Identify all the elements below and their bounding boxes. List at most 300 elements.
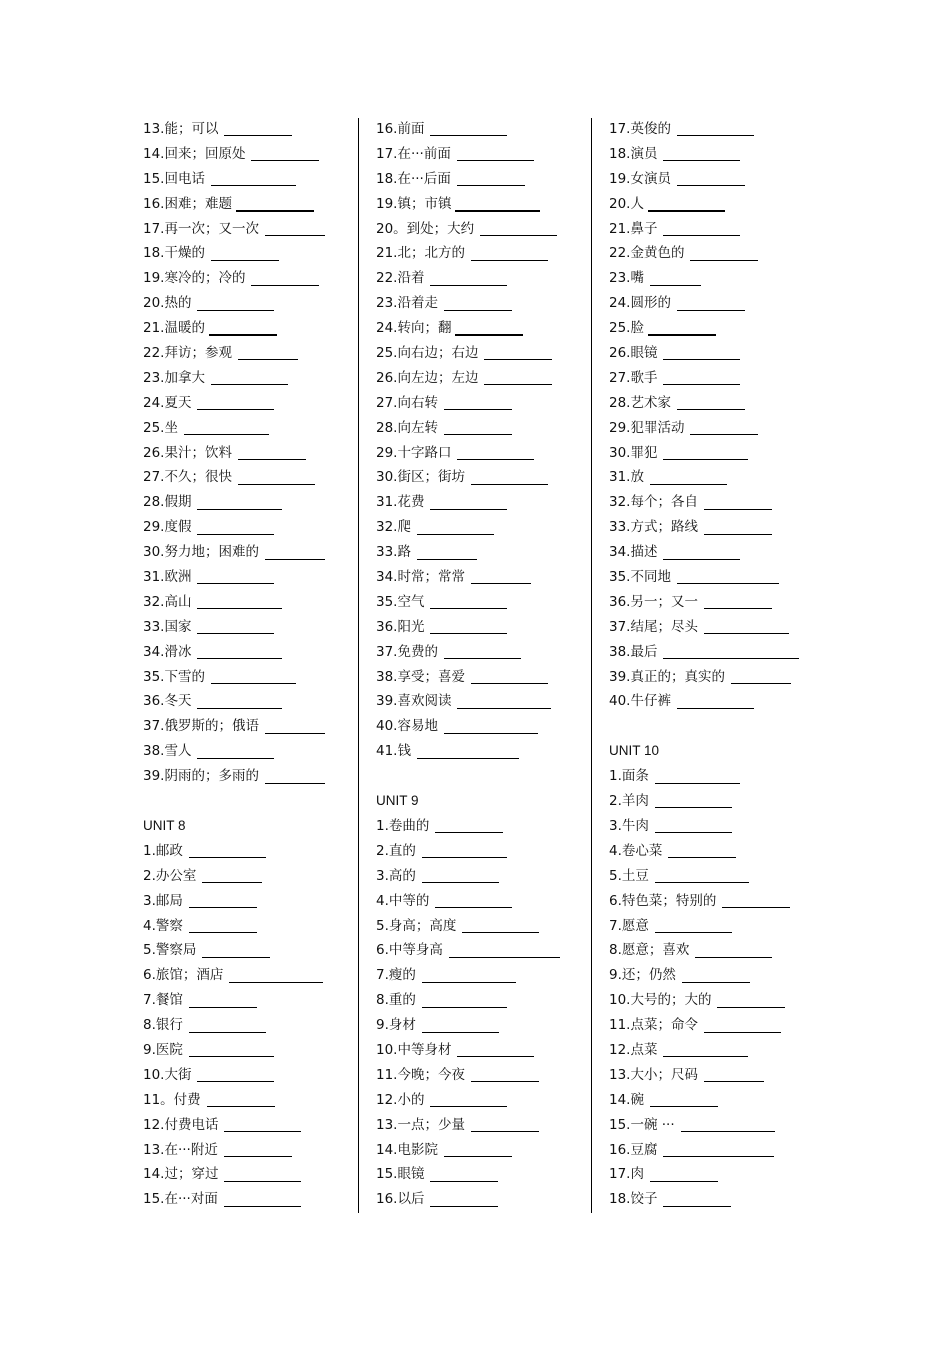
vocab-entry [609, 192, 829, 217]
answer-blank[interactable] [422, 994, 507, 1008]
vocab-entry [609, 814, 829, 839]
vocab-prompt: 19.女演员 [609, 170, 671, 187]
answer-blank[interactable] [422, 869, 499, 883]
vocab-entry [376, 590, 596, 615]
vocab-entry [376, 714, 596, 739]
vocab-prompt: 8.愿意；喜欢 [609, 942, 690, 959]
vocab-prompt: 5.身高；高度 [376, 917, 457, 934]
vocab-prompt: 23.沿着走 [376, 295, 438, 312]
answer-blank[interactable] [668, 844, 736, 858]
answer-blank[interactable] [457, 172, 525, 186]
answer-blank[interactable] [209, 321, 277, 336]
answer-blank[interactable] [184, 421, 269, 435]
answer-blank[interactable] [648, 321, 716, 336]
answer-blank[interactable] [238, 446, 306, 460]
answer-blank[interactable] [717, 994, 785, 1008]
vocab-prompt: 11.点菜；命令 [609, 1017, 698, 1034]
answer-blank[interactable] [655, 794, 732, 808]
vocab-entry [609, 341, 829, 366]
answer-blank[interactable] [224, 1168, 301, 1182]
vocab-prompt: 25.向右边；右边 [376, 345, 479, 362]
vocab-entry [609, 1138, 829, 1163]
answer-blank[interactable] [430, 496, 507, 510]
answer-blank[interactable] [704, 521, 772, 535]
vocab-entry [376, 889, 596, 914]
answer-blank[interactable] [189, 994, 257, 1008]
vocab-prompt: 33.路 [376, 544, 411, 561]
vocab-prompt: 31.花费 [376, 494, 425, 511]
answer-blank[interactable] [663, 1043, 748, 1057]
answer-blank[interactable] [197, 297, 274, 311]
answer-blank[interactable] [430, 1193, 498, 1207]
answer-blank[interactable] [663, 147, 740, 161]
vocab-prompt: 19.寒冷的；冷的 [143, 270, 246, 287]
vocab-entry [609, 416, 829, 441]
vocab-prompt: 21.鼻子 [609, 220, 658, 237]
vocab-prompt: 2.羊肉 [609, 793, 649, 810]
vocab-entry [376, 241, 596, 266]
answer-blank[interactable] [449, 944, 560, 958]
answer-blank[interactable] [238, 471, 315, 485]
vocab-prompt: 3.高的 [376, 867, 416, 884]
vocab-prompt: 29.犯罪活动 [609, 419, 685, 436]
vocab-prompt: 15.回电话 [143, 170, 205, 187]
answer-blank[interactable] [457, 695, 551, 709]
answer-blank[interactable] [189, 894, 257, 908]
vocab-entry [609, 1063, 829, 1088]
answer-blank[interactable] [650, 471, 727, 485]
answer-blank[interactable] [650, 1093, 718, 1107]
vocab-entry [376, 1038, 596, 1063]
vocab-prompt: 14.回来；回原处 [143, 145, 246, 162]
vocab-entry [376, 1063, 596, 1088]
vocab-entry [376, 739, 596, 764]
answer-blank[interactable] [663, 346, 740, 360]
vocab-entry [609, 266, 829, 291]
vocab-entry [609, 764, 829, 789]
vocab-prompt: 35.下雪的 [143, 668, 205, 685]
vocab-prompt: 4.警察 [143, 917, 183, 934]
vocab-entry [376, 914, 596, 939]
vocab-prompt: 14.过；穿过 [143, 1166, 219, 1183]
answer-blank[interactable] [444, 645, 521, 659]
vocab-prompt: 39.喜欢阅读 [376, 693, 452, 710]
vocab-entry [376, 465, 596, 490]
vocab-prompt: 6.特色菜；特别的 [609, 892, 717, 909]
column-divider [591, 118, 592, 1213]
vocab-prompt: 6.中等身高 [376, 942, 443, 959]
answer-blank[interactable] [455, 321, 523, 336]
answer-blank[interactable] [655, 919, 732, 933]
vocab-prompt: 22.沿着 [376, 270, 425, 287]
vocab-entry [376, 316, 596, 341]
vocab-entry [376, 192, 596, 217]
vocab-prompt: 10.中等身材 [376, 1041, 452, 1058]
vocab-prompt: 10.大街 [143, 1066, 192, 1083]
answer-blank[interactable] [211, 670, 296, 684]
answer-blank[interactable] [197, 695, 282, 709]
vocab-entry [143, 914, 363, 939]
vocab-prompt: 17.肉 [609, 1166, 644, 1183]
vocab-prompt: 13.能；可以 [143, 121, 219, 137]
answer-blank[interactable] [430, 272, 507, 286]
vocab-prompt: 1.邮政 [143, 842, 183, 859]
answer-blank[interactable] [444, 1143, 512, 1157]
vocab-entry [609, 1162, 829, 1187]
vocab-entry [376, 963, 596, 988]
vocab-entry [609, 1088, 829, 1113]
vocab-prompt: 14.碗 [609, 1091, 644, 1108]
answer-blank[interactable] [457, 1043, 534, 1057]
vocab-entry [143, 316, 363, 341]
answer-blank[interactable] [207, 1093, 275, 1107]
vocab-entry [143, 1063, 363, 1088]
vocab-entry [609, 640, 829, 665]
vocab-entry [376, 441, 596, 466]
vocab-entry [376, 839, 596, 864]
answer-blank[interactable] [224, 1118, 301, 1132]
vocab-entry [609, 789, 829, 814]
answer-blank[interactable] [224, 1143, 292, 1157]
vocab-prompt: 21.温暖的 [143, 320, 205, 337]
vocab-entry [609, 441, 829, 466]
vocab-prompt: 15.在···对面 [143, 1191, 218, 1208]
answer-blank[interactable] [422, 844, 507, 858]
vocab-prompt: 26.向左边；左边 [376, 369, 479, 386]
answer-blank[interactable] [722, 894, 790, 908]
answer-blank[interactable] [677, 695, 754, 709]
answer-blank[interactable] [677, 297, 745, 311]
answer-blank[interactable] [682, 969, 750, 983]
answer-blank[interactable] [430, 1093, 507, 1107]
vocab-prompt: 18.饺子 [609, 1191, 658, 1208]
vocab-entry [376, 1187, 596, 1212]
answer-blank[interactable] [251, 272, 319, 286]
answer-blank[interactable] [417, 521, 494, 535]
answer-blank[interactable] [430, 1168, 498, 1182]
vocab-entry [143, 739, 363, 764]
answer-blank[interactable] [202, 944, 270, 958]
answer-blank[interactable] [265, 222, 325, 236]
vocab-entry [609, 490, 829, 515]
column-1 [143, 117, 363, 1212]
vocab-entry [143, 515, 363, 540]
answer-blank[interactable] [197, 1068, 274, 1082]
vocab-entry [609, 615, 829, 640]
vocab-prompt: 39.真正的；真实的 [609, 668, 725, 685]
answer-blank[interactable] [704, 496, 772, 510]
vocab-prompt: 16.以后 [376, 1191, 425, 1208]
vocab-entry [143, 938, 363, 963]
vocab-prompt: 8.银行 [143, 1017, 183, 1034]
vocab-prompt: 11。付费 [143, 1091, 201, 1108]
vocab-prompt: 24.夏天 [143, 394, 192, 411]
answer-blank[interactable] [663, 1143, 774, 1157]
answer-blank[interactable] [663, 222, 740, 236]
vocab-entry [376, 1088, 596, 1113]
unit-heading: UNIT 8 [143, 817, 186, 833]
vocab-prompt: 17.在···前面 [376, 145, 451, 162]
vocab-prompt: 18.干燥的 [143, 245, 205, 262]
answer-blank[interactable] [663, 645, 799, 659]
vocab-entry [376, 341, 596, 366]
vocab-entry [609, 963, 829, 988]
answer-blank[interactable] [197, 521, 274, 535]
answer-blank[interactable] [430, 595, 507, 609]
vocab-prompt: 35.不同地 [609, 569, 671, 586]
answer-blank[interactable] [471, 1068, 539, 1082]
unit-heading: UNIT 9 [376, 793, 419, 809]
answer-blank[interactable] [704, 1019, 781, 1033]
answer-blank[interactable] [677, 122, 754, 136]
vocab-entry [143, 391, 363, 416]
vocab-prompt: 22.拜访；参观 [143, 345, 232, 362]
vocab-entry [609, 839, 829, 864]
vocab-entry [143, 1038, 363, 1063]
vocab-entry [376, 814, 596, 839]
vocab-entry [143, 640, 363, 665]
vocab-entry [143, 565, 363, 590]
vocab-prompt: 37.俄罗斯的；俄语 [143, 718, 259, 735]
vocab-entry [376, 366, 596, 391]
vocab-entry [376, 1013, 596, 1038]
answer-blank[interactable] [690, 247, 758, 261]
vocab-entry [609, 1187, 829, 1212]
answer-blank[interactable] [435, 819, 503, 833]
answer-blank[interactable] [731, 670, 791, 684]
answer-blank[interactable] [189, 844, 266, 858]
answer-blank[interactable] [197, 396, 274, 410]
vocab-prompt: 30.罪犯 [609, 444, 658, 461]
vocab-prompt: 19.镇；市镇 [376, 195, 452, 212]
vocab-entry [143, 341, 363, 366]
answer-blank[interactable] [650, 272, 701, 286]
vocab-entry [609, 689, 829, 714]
answer-blank[interactable] [189, 1043, 274, 1057]
answer-blank[interactable] [663, 371, 740, 385]
answer-blank[interactable] [690, 421, 758, 435]
answer-blank[interactable] [430, 620, 507, 634]
vocab-prompt: 2.直的 [376, 842, 416, 859]
vocab-prompt: 36.另一；又一 [609, 593, 698, 610]
vocab-prompt: 28.假期 [143, 494, 192, 511]
answer-blank[interactable] [704, 1068, 764, 1082]
answer-blank[interactable] [236, 197, 314, 212]
vocab-prompt: 20.热的 [143, 295, 192, 312]
vocab-prompt: 37.结尾；尽头 [609, 618, 698, 635]
answer-blank[interactable] [457, 147, 534, 161]
answer-blank[interactable] [471, 247, 548, 261]
answer-blank[interactable] [677, 570, 779, 584]
answer-blank[interactable] [435, 894, 512, 908]
answer-blank[interactable] [471, 1118, 539, 1132]
answer-blank[interactable] [229, 969, 323, 983]
vocab-prompt: 15.眼镜 [376, 1166, 425, 1183]
answer-blank[interactable] [197, 570, 274, 584]
answer-blank[interactable] [224, 1193, 301, 1207]
answer-blank[interactable] [677, 172, 745, 186]
answer-blank[interactable] [462, 919, 539, 933]
vocab-prompt: 23.嘴 [609, 270, 644, 287]
vocab-prompt: 32.爬 [376, 519, 411, 536]
answer-blank[interactable] [650, 1168, 718, 1182]
answer-blank[interactable] [471, 471, 548, 485]
vocab-entry [143, 117, 363, 142]
vocab-entry [143, 839, 363, 864]
column-2 [376, 117, 596, 1212]
answer-blank[interactable] [211, 247, 279, 261]
vocab-prompt: 21.北；北方的 [376, 245, 465, 262]
vocab-entry [376, 117, 596, 142]
vocab-prompt: 29.十字路口 [376, 444, 452, 461]
vocab-prompt: 7.愿意 [609, 917, 649, 934]
spacer [143, 789, 363, 814]
vocab-entry [376, 217, 596, 242]
vocab-entry [143, 1088, 363, 1113]
vocab-prompt: 9.身材 [376, 1017, 416, 1034]
vocab-entry [143, 266, 363, 291]
vocab-entry [609, 540, 829, 565]
vocab-entry [609, 889, 829, 914]
answer-blank[interactable] [444, 720, 538, 734]
answer-blank[interactable] [663, 546, 740, 560]
vocab-entry [609, 515, 829, 540]
answer-blank[interactable] [224, 122, 292, 136]
vocab-entry [143, 465, 363, 490]
answer-blank[interactable] [471, 570, 531, 584]
answer-blank[interactable] [197, 745, 274, 759]
vocab-prompt: 13.大小；尺码 [609, 1066, 698, 1083]
vocab-entry [376, 291, 596, 316]
vocab-prompt: 10.大号的；大的 [609, 992, 712, 1009]
vocab-prompt: 32.每个；各自 [609, 494, 698, 511]
answer-blank[interactable] [704, 595, 772, 609]
vocab-prompt: 28.艺术家 [609, 394, 671, 411]
vocab-prompt: 33.方式；路线 [609, 519, 698, 536]
vocab-prompt: 35.空气 [376, 593, 425, 610]
answer-blank[interactable] [655, 770, 740, 784]
answer-blank[interactable] [480, 222, 557, 236]
answer-blank[interactable] [202, 869, 262, 883]
answer-blank[interactable] [422, 969, 516, 983]
answer-blank[interactable] [197, 620, 274, 634]
vocab-entry [376, 615, 596, 640]
vocab-prompt: 15.一碗 ··· [609, 1116, 675, 1133]
answer-blank[interactable] [265, 720, 325, 734]
vocab-entry [376, 416, 596, 441]
answer-blank[interactable] [677, 396, 745, 410]
vocab-prompt: 4.中等的 [376, 892, 430, 909]
answer-blank[interactable] [695, 944, 772, 958]
vocab-prompt: 11.今晚；今夜 [376, 1066, 465, 1083]
vocab-prompt: 13.一点；少量 [376, 1116, 465, 1133]
vocab-entry [609, 1013, 829, 1038]
answer-blank[interactable] [471, 670, 548, 684]
answer-blank[interactable] [417, 745, 519, 759]
answer-blank[interactable] [663, 446, 748, 460]
answer-blank[interactable] [238, 346, 298, 360]
vocab-entry [376, 665, 596, 690]
vocab-entry [609, 864, 829, 889]
answer-blank[interactable] [455, 197, 540, 212]
vocab-entry [609, 988, 829, 1013]
vocab-entry [609, 938, 829, 963]
vocab-prompt: 9.还；仍然 [609, 967, 676, 984]
answer-blank[interactable] [430, 122, 507, 136]
answer-blank[interactable] [457, 446, 534, 460]
answer-blank[interactable] [444, 421, 512, 435]
answer-blank[interactable] [484, 371, 552, 385]
vocab-prompt: 7.餐馆 [143, 992, 183, 1009]
answer-blank[interactable] [189, 919, 257, 933]
vocab-entry [376, 1138, 596, 1163]
vocab-prompt: 9.医院 [143, 1041, 183, 1058]
answer-blank[interactable] [663, 1193, 731, 1207]
vocab-prompt: 17.英俊的 [609, 121, 671, 137]
vocab-prompt: 2.办公室 [143, 867, 197, 884]
answer-blank[interactable] [265, 546, 325, 560]
answer-blank[interactable] [189, 1019, 266, 1033]
vocab-prompt: 39.阴雨的；多雨的 [143, 768, 259, 785]
vocab-prompt: 27.向右转 [376, 394, 438, 411]
vocab-entry [143, 1113, 363, 1138]
vocab-prompt: 12.点菜 [609, 1041, 658, 1058]
answer-blank[interactable] [417, 546, 477, 560]
vocab-entry [376, 490, 596, 515]
column-3 [609, 117, 829, 1212]
answer-blank[interactable] [444, 396, 512, 410]
vocab-entry [376, 167, 596, 192]
vocab-prompt: 17.再一次；又一次 [143, 220, 259, 237]
vocab-prompt: 30.努力地；困难的 [143, 544, 259, 561]
vocab-prompt: 4.卷心菜 [609, 842, 663, 859]
answer-blank[interactable] [655, 819, 732, 833]
vocab-entry [143, 1013, 363, 1038]
answer-blank[interactable] [422, 1019, 499, 1033]
spacer [376, 764, 596, 789]
vocab-prompt: 3.邮局 [143, 892, 183, 909]
vocab-prompt: 13.在···附近 [143, 1141, 218, 1158]
vocab-entry [143, 1187, 363, 1212]
answer-blank[interactable] [484, 346, 552, 360]
vocab-entry [143, 689, 363, 714]
answer-blank[interactable] [211, 371, 288, 385]
answer-blank[interactable] [251, 147, 319, 161]
answer-blank[interactable] [655, 869, 749, 883]
unit-heading: UNIT 10 [609, 743, 660, 759]
vocab-prompt: 22.金黄色的 [609, 245, 685, 262]
answer-blank[interactable] [197, 496, 282, 510]
answer-blank[interactable] [197, 645, 282, 659]
answer-blank[interactable] [704, 620, 789, 634]
vocab-prompt: 7.瘦的 [376, 967, 416, 984]
vocab-entry [143, 291, 363, 316]
answer-blank[interactable] [648, 197, 725, 212]
answer-blank[interactable] [265, 770, 325, 784]
answer-blank[interactable] [211, 172, 296, 186]
vocab-entry [143, 615, 363, 640]
vocab-prompt: 37.免费的 [376, 643, 438, 660]
vocab-prompt: 18.演员 [609, 145, 658, 162]
answer-blank[interactable] [197, 595, 282, 609]
answer-blank[interactable] [681, 1118, 775, 1132]
answer-blank[interactable] [444, 297, 512, 311]
vocab-prompt: 8.重的 [376, 992, 416, 1009]
vocab-entry [376, 864, 596, 889]
vocab-prompt: 16.豆腐 [609, 1141, 658, 1158]
vocab-entry [376, 142, 596, 167]
vocab-entry [376, 565, 596, 590]
